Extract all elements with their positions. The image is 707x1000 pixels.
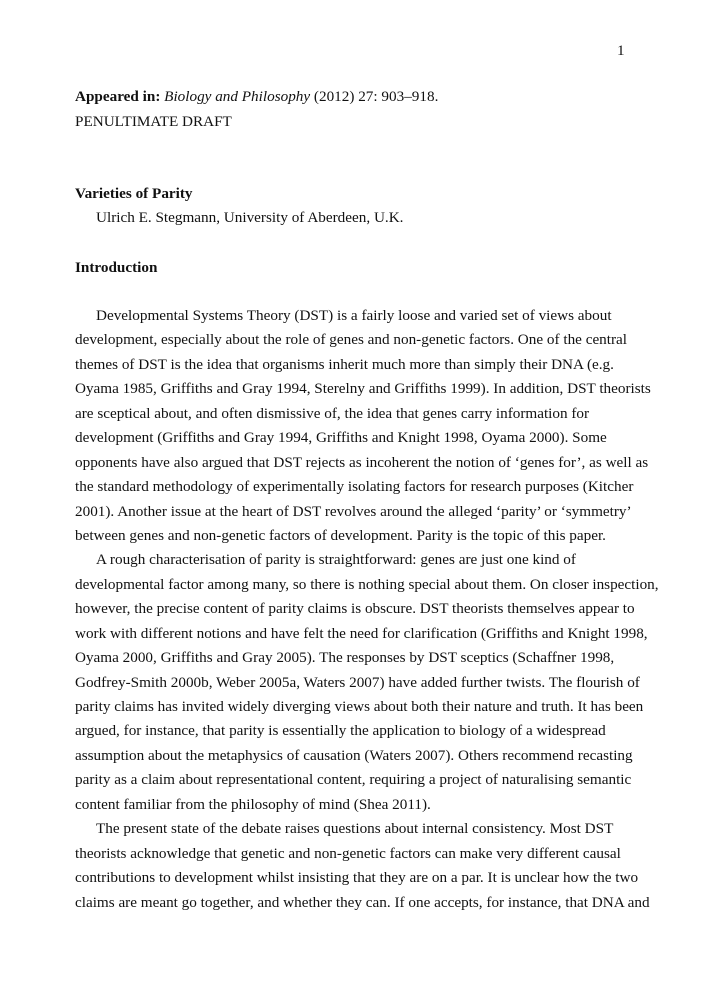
body-line: parity as a claim about representational content, requiring a project of naturalising semantic <box>75 771 632 789</box>
body-line: development (Griffiths and Gray 1994, Griffiths and Knight 1998, Oyama 2000). Some <box>75 429 607 447</box>
body-text <box>75 307 659 918</box>
body-line: A rough characterisation of parity is straightforward: genes are just one kind of <box>96 551 576 569</box>
body-line: Godfrey-Smith 2000b, Weber 2005a, Waters 2007) have added further twists. The flourish of <box>75 673 640 691</box>
author-line: Ulrich E. Stegmann, University of Aberdeen, U.K. <box>96 209 404 226</box>
publication-details: (2012) 27: 903–918. <box>310 88 439 105</box>
body-line: Oyama 2000, Griffiths and Gray 2005). The responses by DST sceptics (Schaffner 1998, <box>75 649 615 667</box>
body-line: Oyama 1985, Griffiths and Gray 1994, Sterelny and Griffiths 1999). In addition, DST theorists <box>75 380 651 398</box>
body-line: between genes and non-genetic factors of development. Parity is the topic of this paper. <box>75 526 606 544</box>
draft-note: PENULTIMATE DRAFT <box>75 113 232 130</box>
body-line: 2001). Another issue at the heart of DST revolves around the alleged ‘parity’ or ‘symmetry’ <box>75 502 632 520</box>
body-line: however, the precise content of parity claims is obscure. DST theorists themselves appear to <box>75 600 635 618</box>
body-line: argued, for instance, that parity is essentially the application to biology of a widespread <box>75 722 606 740</box>
body-line: opponents have also argued that DST rejects as incoherent the notion of ‘genes for’, as well as <box>75 453 649 471</box>
body-line: theorists acknowledge that genetic and non-genetic factors can make very different causal <box>75 844 621 862</box>
section-heading: Introduction <box>75 259 158 276</box>
publication-note <box>75 88 438 106</box>
body-line: The present state of the debate raises questions about internal consistency. Most DST <box>96 820 614 838</box>
body-line: development, especially about the role of genes and non-genetic factors. One of the central <box>75 331 628 349</box>
body-line: contributions to development whilst insisting that they are on a par. It is unclear how the two <box>75 869 639 887</box>
body-line: claims are meant go together, and whether they can. If one accepts, for instance, that DNA and <box>75 893 650 911</box>
body-line: assumption about the metaphysics of causation (Waters 2007). Others recommend recasting <box>75 746 633 764</box>
appeared-label: Appeared in: <box>75 88 161 105</box>
body-line: the standard methodology of experimentally isolating factors for research purposes (Kitcher <box>75 478 634 496</box>
body-line: are sceptical about, and often dismissive of, the idea that genes carry information for <box>75 404 590 422</box>
page-number: 1 <box>617 42 625 59</box>
body-line: parity claims has invited widely diverging views about both their nature and truth. It has been <box>75 698 644 715</box>
journal-name: Biology and Philosophy <box>164 88 311 105</box>
paper-title: Varieties of Parity <box>75 185 193 202</box>
body-line: developmental factor among many, so there is nothing special about them. On closer inspection, <box>75 575 659 593</box>
body-line: Developmental Systems Theory (DST) is a fairly loose and varied set of views about <box>96 307 612 324</box>
body-line: themes of DST is the idea that organisms inherit much more than simply their DNA (e.g. <box>75 355 614 373</box>
body-line: content familiar from the philosophy of mind (Shea 2011). <box>75 795 431 813</box>
body-line: work with different notions and have felt the need for clarification (Griffiths and Knight 1998, <box>75 624 648 642</box>
